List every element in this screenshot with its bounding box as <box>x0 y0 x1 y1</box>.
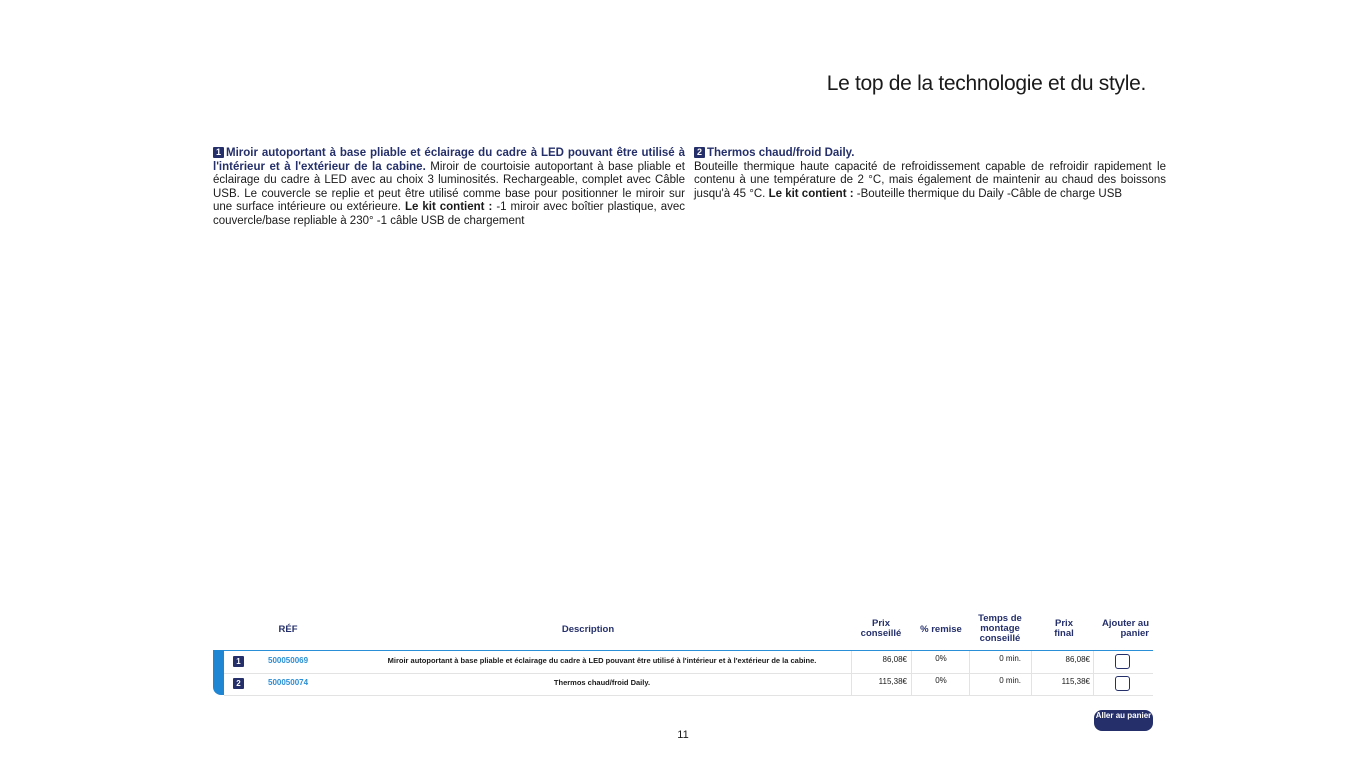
row-prix-final: 115,38€ <box>1031 673 1093 695</box>
row-ref-link[interactable]: 500050069 <box>268 656 309 665</box>
row-ref-link[interactable]: 500050074 <box>268 678 309 687</box>
header-ajouter-panier: Ajouter au panier <box>1102 618 1149 639</box>
header-prix-conseille: Prix conseillé <box>860 618 902 639</box>
product-description: Bouteille thermique haute capacité de refroidissement capable de refroidir rapidement le contenu à une température de 2 °C, mais également de maintenir au chaud des boissons jusqu'à 45 °C. <box>694 160 1166 200</box>
row-temps-montage: 0 min. <box>969 673 1031 695</box>
page-headline: Le top de la technologie et du style. <box>826 72 1146 95</box>
go-to-cart-button[interactable]: Aller au panier <box>1094 710 1153 731</box>
kit-label: Le kit contient : <box>404 201 493 214</box>
product-number-badge: 2 <box>694 147 705 158</box>
page-number: 11 <box>677 729 689 741</box>
row-add-cell <box>1093 651 1154 673</box>
product-title: Thermos chaud/froid Daily. <box>707 147 855 159</box>
row-number-badge: 2 <box>233 678 244 689</box>
table-row <box>224 673 1153 696</box>
header-description: Description <box>561 624 615 635</box>
row-remise: 0% <box>911 673 970 695</box>
product-block-1 <box>213 147 685 229</box>
row-description: Miroir autoportant à base pliable et éclairage du cadre à LED pouvant être utilisé à l'intérieur et à l'extérieur de la cabine. <box>387 656 817 665</box>
add-to-cart-checkbox[interactable] <box>1115 654 1130 669</box>
kit-contents: -1 miroir avec boîtier plastique, avec couvercle/base repliable à 230° -1 câble USB de chargement <box>213 201 686 227</box>
kit-contents: -Bouteille thermique du Daily -Câble de charge USB <box>856 187 1123 200</box>
table-header <box>213 612 1153 648</box>
row-number-badge: 1 <box>233 656 244 667</box>
table-row <box>224 651 1153 674</box>
row-prix-conseille: 86,08€ <box>851 651 911 673</box>
product-number-badge: 1 <box>213 147 224 158</box>
row-remise: 0% <box>911 651 970 673</box>
product-title: Miroir autoportant à base pliable et éclairage du cadre à LED pouvant être utilisé à l'intérieur et à l'extérieur de la cabine. <box>213 147 685 173</box>
row-add-cell <box>1093 673 1154 695</box>
row-prix-conseille: 115,38€ <box>851 673 911 695</box>
product-description: Miroir de courtoisie autoportant à base pliable et éclairage du cadre à LED avec au choix 3 luminosités. Rechargeable, complet avec Câble USB. Le couvercle se replie et peut être utilisé comme base pour positionner le miroir sur une surface intérieure ou extérieure. <box>213 160 685 214</box>
header-prix-final: Prix final <box>1054 618 1074 639</box>
header-ref: RÉF <box>278 624 298 635</box>
row-description: Thermos chaud/froid Daily. <box>553 678 651 687</box>
row-temps-montage: 0 min. <box>969 651 1031 673</box>
header-temps-montage: Temps de montage conseillé <box>978 613 1022 644</box>
header-remise: % remise <box>920 624 962 635</box>
row-prix-final: 86,08€ <box>1031 651 1093 673</box>
add-to-cart-checkbox[interactable] <box>1115 676 1130 691</box>
table-accent-bar <box>213 650 224 695</box>
kit-label: Le kit contient : <box>768 187 854 200</box>
product-block-2 <box>694 147 1166 201</box>
